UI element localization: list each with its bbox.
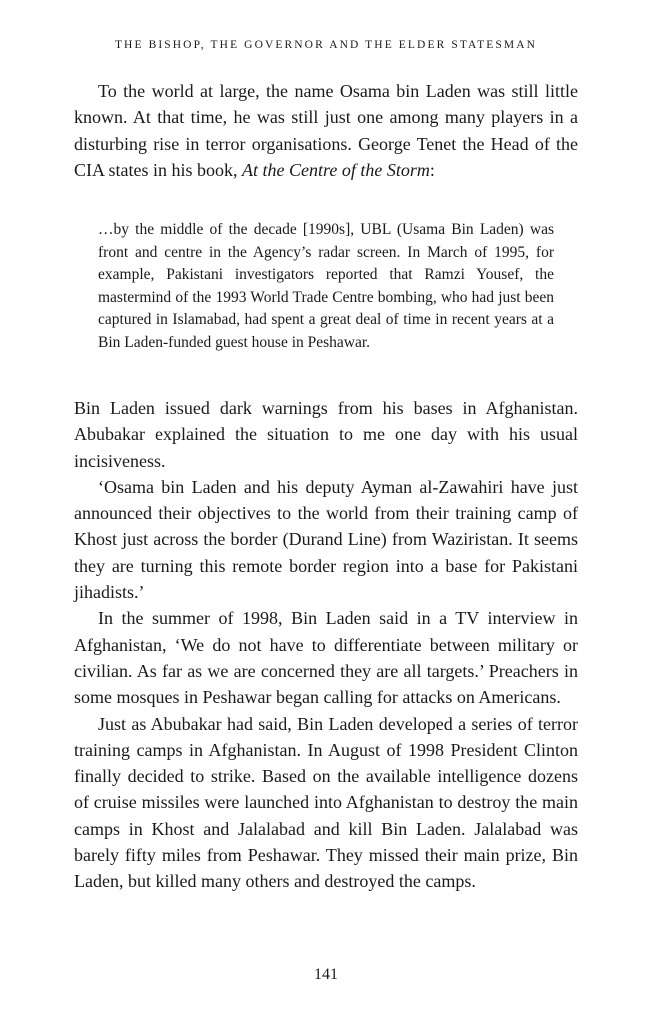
paragraph-summer-1998: In the summer of 1998, Bin Laden said in a TV interview in Afghanistan, ‘We do not have to differentiate between military or civilian. As far as we are concerned they are all targets.’ Preachers in some mosques in Peshawar began calling for attacks on Americans. (74, 608, 578, 708)
block-quote (98, 219, 554, 355)
paragraph-intro (74, 78, 578, 183)
block-quote-text: …by the middle of the decade [1990s], UBL (Usama Bin Laden) was front and centre in the Agency’s radar screen. In March of 1995, for example, Pakistani investigators reported that Ramzi Yousef, the mastermind of the 1993 World Trade Centre bombing, who had just been captured in Islamabad, had spent a great deal of time in recent years at a Bin Laden-funded guest house in Peshawar. (98, 221, 554, 351)
intro-text: To the world at large, the name Osama bin Laden was still little known. At that time, he was still just one among many players in a disturbing rise in terror organisations. George Tenet the Head of the CIA states in his book, (74, 81, 578, 180)
book-page (74, 0, 578, 1035)
paragraph-warnings: Bin Laden issued dark warnings from his bases in Afghanistan. Abubakar explained the situation to me one day with his usual incisiveness. (74, 398, 578, 471)
paragraph-quote-abubakar: ‘Osama bin Laden and his deputy Ayman al-Zawahiri have just announced their objectives to the world from their training camp of Khost just across the border (Durand Line) from Waziristan. It seems they are turning this remote border region into a base for Pakistani jihadists.’ (74, 476, 578, 603)
book-title: At the Centre of the Storm (242, 159, 430, 180)
paragraph-clinton-strike: Just as Abubakar had said, Bin Laden developed a series of terror training camps in Afghanistan. In August of 1998 President Clinton finally decided to strike. Based on the available intelligence dozens of cruise missiles were launched into Afghanistan to destroy the main camps in Khost and Jalalabad and kill Bin Laden. Jalalabad was barely fifty miles from Peshawar. They missed their main prize, Bin Laden, but killed many others and destroyed the camps. (74, 713, 578, 892)
page-number: 141 (314, 966, 338, 983)
main-paragraph-block (74, 395, 578, 895)
intro-colon: : (429, 159, 435, 180)
opening-paragraph-block (74, 78, 578, 183)
running-head: THE BISHOP, THE GOVERNOR AND THE ELDER STATESMAN (114, 39, 538, 51)
